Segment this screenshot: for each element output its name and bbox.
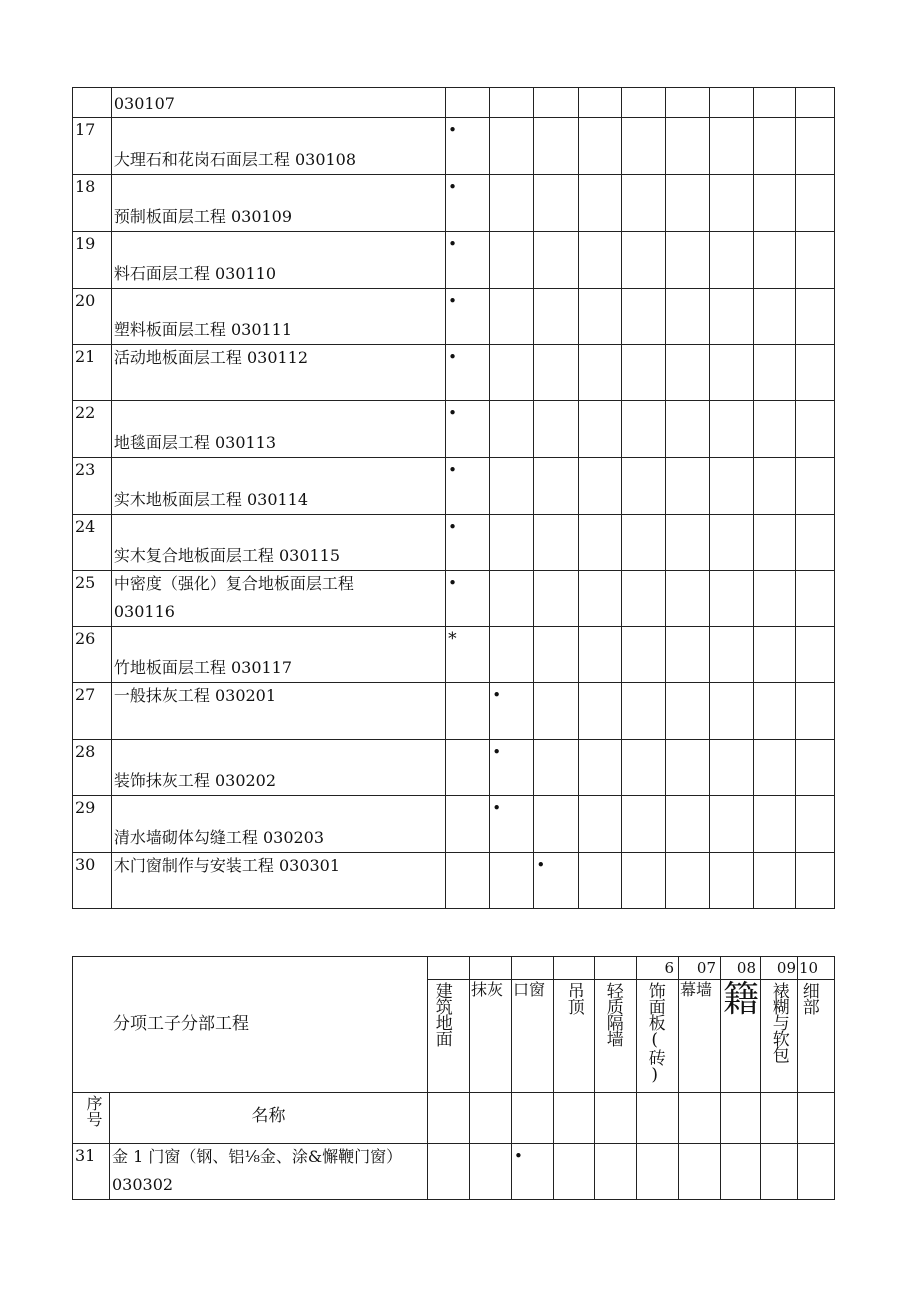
empty-cell [578, 289, 621, 345]
row-number [73, 88, 112, 118]
row-name-bottom: 030116 [113, 602, 175, 622]
col-number: 10 [798, 957, 835, 980]
table-row [73, 232, 835, 289]
mark-cell [446, 627, 490, 683]
mark: • [448, 518, 457, 536]
mark: • [448, 574, 457, 592]
empty-cell [490, 571, 534, 627]
table-row [73, 853, 835, 909]
empty-cell [534, 289, 578, 345]
mark: • [448, 348, 457, 366]
row-name-line1: 金 1 门窗（钢、铝⅛金、涂&懈鞭门窗） [112, 1147, 403, 1166]
empty-cell [446, 853, 490, 909]
empty-cell [621, 118, 665, 175]
row-name [111, 232, 445, 289]
empty-cell [490, 345, 534, 401]
empty-cell [621, 515, 665, 571]
row-name [111, 175, 445, 232]
empty-cell [796, 683, 835, 740]
row-name [111, 796, 445, 853]
empty-cell [490, 232, 534, 289]
empty-cell [428, 1093, 470, 1144]
empty-cell [796, 458, 835, 515]
empty-cell [665, 683, 709, 740]
mark: • [492, 686, 502, 704]
row-name [111, 401, 445, 458]
empty-cell [578, 683, 621, 740]
empty-cell [796, 740, 835, 796]
empty-cell [709, 118, 753, 175]
empty-cell [665, 232, 709, 289]
empty-cell [709, 796, 753, 853]
col-number [595, 957, 637, 980]
empty-cell [534, 683, 578, 740]
empty-cell [754, 627, 796, 683]
row-number: 24 [73, 515, 112, 571]
row-name [111, 853, 445, 909]
empty-cell [490, 175, 534, 232]
empty-cell [665, 627, 709, 683]
empty-cell [796, 627, 835, 683]
mark: • [448, 461, 457, 479]
empty-cell [709, 853, 753, 909]
empty-cell [512, 1093, 554, 1144]
name-header: 名称 [110, 1093, 428, 1144]
row-number: 20 [73, 289, 112, 345]
empty-cell [665, 796, 709, 853]
empty-cell [637, 1144, 679, 1200]
empty-cell [490, 88, 534, 118]
empty-cell [578, 515, 621, 571]
empty-cell [796, 515, 835, 571]
col-header-ceiling: 吊顶 [554, 980, 595, 1093]
empty-cell [621, 401, 665, 458]
row-name-top: 活动地板面层工程 030112 [113, 348, 309, 367]
row-name-bottom: 030107 [113, 94, 175, 114]
row-number: 23 [73, 458, 112, 515]
row-name-bottom: 实木地板面层工程 030114 [113, 490, 309, 510]
table-row [73, 571, 835, 627]
col-number [470, 957, 512, 980]
row-name-bottom: 大理石和花岗石面层工程 030108 [113, 150, 357, 170]
empty-cell [534, 627, 578, 683]
mark: • [448, 178, 457, 196]
empty-cell [754, 515, 796, 571]
row-number: 21 [73, 345, 112, 401]
col-header-plastering: 抹灰 [470, 980, 512, 1093]
col-number [428, 957, 470, 980]
empty-cell [709, 571, 753, 627]
empty-cell [721, 1144, 761, 1200]
mark: • [448, 292, 457, 310]
table-row [73, 175, 835, 232]
empty-cell [754, 683, 796, 740]
empty-cell [534, 796, 578, 853]
empty-cell [709, 627, 753, 683]
col-number: 6 [637, 957, 679, 980]
empty-cell [796, 175, 835, 232]
empty-cell [534, 401, 578, 458]
mark: * [448, 629, 457, 649]
table-row [73, 627, 835, 683]
row-name [111, 289, 445, 345]
mark: • [492, 799, 502, 817]
row-name [111, 345, 445, 401]
empty-cell [709, 683, 753, 740]
empty-cell [490, 401, 534, 458]
mark-cell [446, 118, 490, 175]
empty-cell [621, 232, 665, 289]
empty-cell [796, 796, 835, 853]
empty-cell [679, 1144, 721, 1200]
table-row [73, 118, 835, 175]
col-header-building-floor: 建筑地面 [428, 980, 470, 1093]
empty-cell [796, 118, 835, 175]
seq-header: 序号 [73, 1093, 110, 1144]
empty-cell [621, 289, 665, 345]
empty-cell [490, 458, 534, 515]
empty-cell [621, 88, 665, 118]
mark: • [448, 235, 457, 253]
mark-cell [512, 1144, 554, 1200]
empty-cell [796, 345, 835, 401]
row-number: 22 [73, 401, 112, 458]
row-name-bottom: 塑料板面层工程 030111 [113, 320, 293, 340]
empty-cell [709, 458, 753, 515]
empty-cell [534, 175, 578, 232]
empty-cell [798, 1144, 835, 1200]
row-number: 28 [73, 740, 112, 796]
table-row [73, 458, 835, 515]
empty-cell [534, 232, 578, 289]
empty-cell [709, 88, 753, 118]
empty-cell [578, 88, 621, 118]
row-name-bottom: 装饰抹灰工程 030202 [113, 771, 277, 791]
empty-cell [534, 118, 578, 175]
empty-cell [470, 1093, 512, 1144]
empty-cell [709, 401, 753, 458]
empty-cell [578, 401, 621, 458]
row-name [111, 571, 445, 627]
empty-cell [709, 740, 753, 796]
empty-cell [754, 289, 796, 345]
row-name [111, 88, 445, 118]
row-name-top: 木门窗制作与安装工程 030301 [113, 856, 341, 875]
empty-cell [490, 853, 534, 909]
row-number: 19 [73, 232, 112, 289]
table-row [73, 88, 835, 118]
col-number: 07 [679, 957, 721, 980]
row-number: 30 [73, 853, 112, 909]
row-number: 27 [73, 683, 112, 740]
empty-cell [721, 1093, 761, 1144]
empty-cell [578, 853, 621, 909]
table-row [73, 401, 835, 458]
header-title: 分项工子分部工程 [73, 957, 428, 1093]
empty-cell [796, 289, 835, 345]
empty-cell [709, 232, 753, 289]
table-row [73, 515, 835, 571]
empty-cell [595, 1093, 637, 1144]
col-header-doors-windows: 口窗 [512, 980, 554, 1093]
empty-cell [709, 289, 753, 345]
empty-cell [798, 1093, 835, 1144]
empty-cell [754, 740, 796, 796]
row-number: 31 [73, 1144, 110, 1200]
row-name-bottom: 料石面层工程 030110 [113, 264, 277, 284]
mark-cell [446, 232, 490, 289]
empty-cell [709, 175, 753, 232]
empty-cell [595, 1144, 637, 1200]
row-name-bottom: 地毯面层工程 030113 [113, 433, 277, 453]
mark-cell [490, 796, 534, 853]
col-number: 09 [761, 957, 798, 980]
row-name-top: 一般抹灰工程 030201 [113, 686, 277, 705]
empty-cell [534, 515, 578, 571]
empty-cell [534, 740, 578, 796]
empty-cell [554, 1093, 595, 1144]
empty-cell [754, 853, 796, 909]
empty-cell [796, 571, 835, 627]
sub-item-table-bottom [72, 956, 835, 1200]
mark-cell [446, 175, 490, 232]
row-number: 25 [73, 571, 112, 627]
empty-cell [709, 515, 753, 571]
empty-cell [796, 232, 835, 289]
empty-cell [665, 118, 709, 175]
empty-cell [754, 796, 796, 853]
row-name-bottom: 预制板面层工程 030109 [113, 207, 293, 227]
sub-item-table-top [72, 87, 835, 909]
table-row [73, 345, 835, 401]
col-header-pasting-soft-wrap: 裱糊与软包 [761, 980, 798, 1093]
empty-cell [578, 232, 621, 289]
row-name [111, 515, 445, 571]
empty-cell [490, 289, 534, 345]
empty-cell [621, 458, 665, 515]
mark: • [492, 743, 502, 761]
empty-cell [709, 345, 753, 401]
mark-cell [446, 289, 490, 345]
empty-cell [754, 88, 796, 118]
mark-cell [446, 571, 490, 627]
empty-cell [665, 853, 709, 909]
mark-cell [446, 458, 490, 515]
mark-cell [490, 683, 534, 740]
empty-cell [446, 683, 490, 740]
empty-cell [637, 1093, 679, 1144]
empty-cell [578, 118, 621, 175]
mark: • [448, 121, 457, 139]
mark-cell [446, 345, 490, 401]
empty-cell [621, 796, 665, 853]
col-number [512, 957, 554, 980]
row-name [110, 1144, 428, 1200]
empty-cell [534, 88, 578, 118]
empty-cell [665, 88, 709, 118]
empty-cell [534, 458, 578, 515]
col-header-detail: 细部 [798, 980, 835, 1093]
col-header-facing-board: 饰面板(砖) [637, 980, 679, 1093]
col-number [554, 957, 595, 980]
mark: • [448, 404, 457, 422]
row-number: 17 [73, 118, 112, 175]
row-name [111, 458, 445, 515]
empty-cell [621, 853, 665, 909]
empty-cell [754, 175, 796, 232]
table-row [73, 796, 835, 853]
empty-cell [490, 515, 534, 571]
empty-cell [665, 515, 709, 571]
empty-cell [754, 118, 796, 175]
empty-cell [754, 345, 796, 401]
empty-cell [621, 627, 665, 683]
row-name-top: 中密度（强化）复合地板面层工程 [113, 574, 354, 593]
empty-cell [446, 740, 490, 796]
empty-cell [578, 796, 621, 853]
empty-cell [621, 345, 665, 401]
empty-cell [665, 571, 709, 627]
empty-cell [621, 683, 665, 740]
table-row [73, 289, 835, 345]
empty-cell [428, 1144, 470, 1200]
row-name-line2: 030302 [112, 1175, 174, 1195]
empty-cell [761, 1144, 798, 1200]
empty-cell [554, 1144, 595, 1200]
mark-cell [534, 853, 578, 909]
empty-cell [578, 458, 621, 515]
empty-cell [754, 232, 796, 289]
empty-cell [665, 175, 709, 232]
col-number: 08 [721, 957, 761, 980]
empty-cell [679, 1093, 721, 1144]
mark-cell [446, 515, 490, 571]
empty-cell [796, 88, 835, 118]
row-number: 18 [73, 175, 112, 232]
empty-cell [490, 627, 534, 683]
mark: • [536, 856, 546, 874]
empty-cell [754, 571, 796, 627]
empty-cell [534, 571, 578, 627]
table-row [73, 683, 835, 740]
empty-cell [446, 796, 490, 853]
row-name [111, 740, 445, 796]
empty-cell [578, 627, 621, 683]
empty-cell [665, 458, 709, 515]
empty-cell [754, 458, 796, 515]
empty-cell [665, 345, 709, 401]
row-name [111, 627, 445, 683]
table-row [73, 740, 835, 796]
row-name-bottom: 实木复合地板面层工程 030115 [113, 546, 341, 566]
mark-cell [446, 401, 490, 458]
empty-cell [621, 175, 665, 232]
col-header-light-partition: 轻质隔墙 [595, 980, 637, 1093]
table-rows [73, 88, 835, 909]
row-number: 26 [73, 627, 112, 683]
empty-cell [796, 853, 835, 909]
empty-cell [578, 740, 621, 796]
row-name [111, 118, 445, 175]
mark: • [514, 1147, 523, 1165]
row-number: 29 [73, 796, 112, 853]
mark-cell [490, 740, 534, 796]
empty-cell [665, 401, 709, 458]
col-header-08: 籍 [721, 980, 761, 1093]
empty-cell [754, 401, 796, 458]
empty-cell [446, 88, 490, 118]
empty-cell [621, 740, 665, 796]
empty-cell [621, 571, 665, 627]
empty-cell [665, 740, 709, 796]
row-name-bottom: 竹地板面层工程 030117 [113, 658, 293, 678]
empty-cell [470, 1144, 512, 1200]
empty-cell [665, 289, 709, 345]
row-name [111, 683, 445, 740]
empty-cell [761, 1093, 798, 1144]
empty-cell [578, 345, 621, 401]
empty-cell [534, 345, 578, 401]
empty-cell [490, 118, 534, 175]
empty-cell [578, 175, 621, 232]
empty-cell [796, 401, 835, 458]
col-header-curtain-wall: 幕墙 [679, 980, 721, 1093]
row-name-bottom: 清水墙砌体勾缝工程 030203 [113, 828, 325, 848]
empty-cell [578, 571, 621, 627]
